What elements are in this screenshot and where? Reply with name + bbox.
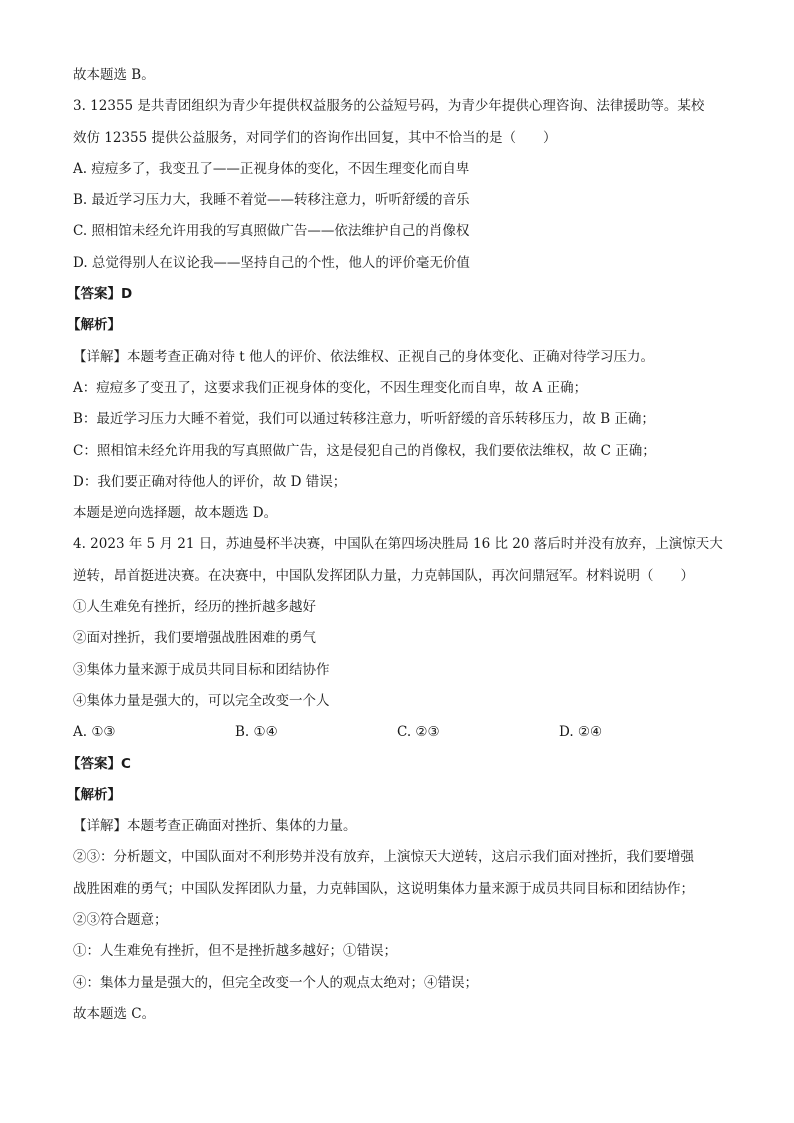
explanation-line: D：我们要正确对待他人的评价，故 D 错误； xyxy=(73,473,347,490)
answer-label: 【答案】D xyxy=(67,286,133,303)
question-3-stem: 3. 12355 是共青团组织为青少年提供权益服务的公益短号码，为青少年提供心理咨询、法律援助等。某校 xyxy=(73,98,705,115)
option-b: B. 最近学习压力大，我睡不着觉——转移注意力，听听舒缓的音乐 xyxy=(73,192,470,209)
explanation-line: B：最近学习压力大睡不着觉，我们可以通过转移注意力，听听舒缓的音乐转移压力，故 B 正确； xyxy=(73,411,655,428)
option-b: B. ①④ xyxy=(235,724,278,741)
option-c: C. 照相馆未经允许用我的写真照做广告——依法维护自己的肖像权 xyxy=(73,223,470,240)
option-a: A. 痘痘多了，我变丑了——正视身体的变化，不因生理变化而自卑 xyxy=(73,160,470,177)
analysis-label: 【解析】 xyxy=(67,317,121,334)
options-row xyxy=(73,721,733,752)
statement-4: ④集体力量是强大的，可以完全改变一个人 xyxy=(73,692,330,709)
question-4-stem: 4. 2023 年 5 月 21 日，苏迪曼杯半决赛，中国队在第四场决胜局 16 比 20 落后时并没有放弃，上演惊天大 xyxy=(73,536,723,553)
option-a: A. ①③ xyxy=(73,724,116,741)
statement-2: ②面对挫折，我们要增强战胜困难的勇气 xyxy=(73,630,316,647)
explanation-line: 【详解】本题考查正确面对挫折、集体的力量。 xyxy=(73,818,357,835)
document-page xyxy=(67,64,733,1034)
explanation-line: ①：人生难免有挫折，但不是挫折越多越好；①错误； xyxy=(73,943,397,960)
explanation-line: ②③：分析题文，中国队面对不利形势并没有放弃，上演惊天大逆转，这启示我们面对挫折，我们要增强 xyxy=(73,849,694,866)
question-3-stem-cont: 效仿 12355 提供公益服务，对同学们的咨询作出回复，其中不恰当的是（ ） xyxy=(73,129,557,146)
explanation-line: ②③符合题意； xyxy=(73,912,168,929)
option-d: D. 总觉得别人在议论我——坚持自己的个性，他人的评价毫无价值 xyxy=(73,254,470,271)
option-d: D. ②④ xyxy=(559,724,603,741)
analysis-label: 【解析】 xyxy=(67,786,121,803)
option-c: C. ②③ xyxy=(397,724,440,741)
conclusion-line: 本题是逆向选择题，故本题选 D。 xyxy=(73,505,278,522)
statement-1: ①人生难免有挫折，经历的挫折越多越好 xyxy=(73,599,316,616)
question-4-stem-cont: 逆转，昂首挺进决赛。在决赛中，中国队发挥团队力量，力克韩国队，再次问鼎冠军。材料说明（ ） xyxy=(73,567,694,584)
explanation-line: 【详解】本题考查正确对待 t 他人的评价、依法维权、正视自己的身体变化、正确对待学习压力。 xyxy=(73,348,655,365)
text-line: 故本题选 B。 xyxy=(73,67,155,83)
answer-label: 【答案】C xyxy=(67,755,131,772)
statement-3: ③集体力量来源于成员共同目标和团结协作 xyxy=(73,661,330,678)
explanation-line: ④：集体力量是强大的，但完全改变一个人的观点太绝对；④错误； xyxy=(73,974,478,991)
conclusion-line: 故本题选 C。 xyxy=(73,1005,156,1022)
explanation-line: A：痘痘多了变丑了，这要求我们正视身体的变化，不因生理变化而自卑，故 A 正确； xyxy=(73,379,588,396)
explanation-line: C：照相馆未经允许用我的写真照做广告，这是侵犯自己的肖像权，我们要依法维权，故 C 正确； xyxy=(73,442,656,459)
explanation-line: 战胜困难的勇气；中国队发挥团队力量，力克韩国队，这说明集体力量来源于成员共同目标和团结协作； xyxy=(73,880,694,897)
